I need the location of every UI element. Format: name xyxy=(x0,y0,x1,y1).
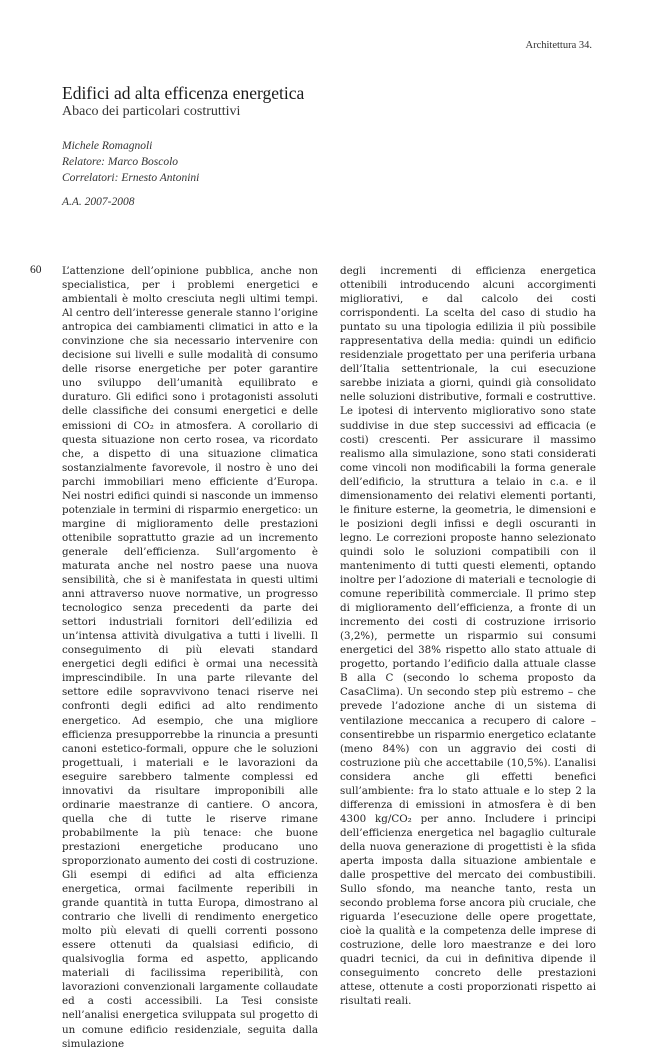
academic-year: A.A. 2007-2008 xyxy=(62,196,135,208)
supervisor-line: Relatore: Marco Boscolo xyxy=(62,156,179,168)
abstract-paragraph-part-1: L’attenzione dell’opinione pubblica, anche non specialistica, per i problemi energetici e ambientali è molto cresciuta negli ultimi tempi. Al centro dell’interesse generale stanno l’origine antropica dei cambiamenti climatici in atto e la convinzione che sia necessario intervenire con decisione sui livelli e sulle modalità di consumo delle risorse energetiche per poter garantire uno sviluppo dell’umanità equilibrato e duraturo. Gli edifici sono i protagonisti assoluti delle classifiche dei consumi energetici e delle emissioni di CO₂ in atmosfera. A corollario di questa situazione non certo rosea, va ricordato che, a dispetto di una situazione climatica sostanzialmente favorevole, il nostro è uno dei parchi immobiliari meno efficiente d’Europa. Nei nostri edifici quindi si nasconde un immenso potenziale in termini di risparmio energetico: un margine di miglioramento delle prestazioni ottenibile soprattutto grazie ad un incremento generale dell’efficienza. Sull’argomento è maturata anche nel nostro paese una nuova sensibilità, che si è manifestata in questi ultimi anni attraverso nuove normative, un progresso tecnologico senza precedenti da parte dei settori industriali fornitori dell’edilizia ed un’intensa attività divulgativa a tutti i livelli. Il conseguimento di più elevati standard energetici degli edifici è ormai una necessità imprescindibile. In una parte rilevante del settore edile sopravvivono tenaci riserve nei confronti degli edifici ad alto rendimento energetico. Ad esempio, che una migliore efficienza presupporrebbe la rinuncia a presunti canoni estetico-formali, oppure che le soluzioni progettuali, i materiali e le lavorazioni da eseguire sarebbero talmente complessi ed innovativi da risultare improponibili alle ordinarie maestranze di cantiere. O ancora, quella che di tutte le riserve rimane probabilmente la più tenace: che buone prestazioni energetiche producano uno sproporzionato aumento dei costi di costruzione. Gli esempi di edifici ad alta efficienza energetica, ormai facilmente reperibili in grande quantità in tutta Europa, dimostrano al contrario che livelli di rendimento energetico molto più elevati di quelli correnti possono essere ottenuti da qualsiasi edificio, di qualsivoglia forma ed aspetto, applicando materiali di facilissima reperibilità, con lavorazioni convenzionali largamente collaudate ed a costi accessibili. La Tesi consiste nell’analisi energetica sviluppata sul progetto di un comune edificio residenziale, seguita dalla simulazione xyxy=(62,265,318,1050)
abstract-paragraph-part-2: degli incrementi di efficienza energetica ottenibili introducendo alcuni accorgimenti migliorativi, e dal calcolo dei costi corrispondenti. La scelta del caso di studio ha puntato su una tipologia edilizia il più possibile rappresentativa della media: quindi un edificio residenziale progettato per una periferia urbana dell’Italia settentrionale, la cui esecuzione sarebbe iniziata a giorni, quindi già consolidato nelle soluzioni distributive, formali e costruttive. Le ipotesi di intervento migliorativo sono state suddivise in due step successivi ad efficacia (e costi) crescenti. Per assicurare il massimo realismo alla simulazione, sono stati considerati come vincoli non modificabili la forma generale dell’edificio, la struttura a telaio in c.a. e il dimensionamento dei relativi elementi portanti, le finiture esterne, la geometria, le dimensioni e le posizioni degli infissi e degli oscuranti in legno. Le correzioni proposte hanno selezionato quindi solo le soluzioni compatibili con il mantenimento di tutti questi elementi, optando inoltre per l’adozione di materiali e tecnologie di comune reperibilità commerciale. Il primo step di miglioramento dell’efficienza, a fronte di un incremento dei costi di costruzione irrisorio (3,2%), permette un risparmio sui consumi energetici del 38% rispetto allo stato attuale di progetto, portando l’edificio dalla attuale classe B alla C (secondo lo schema proposto da CasaClima). Un secondo step più estremo – che prevede l’adozione anche di un sistema di ventilazione meccanica a recupero di calore – consentirebbe un risparmio energetico eclatante (meno 84%) con un aggravio dei costi di costruzione più che accettabile (10,5%). L’analisi considera anche gli effetti benefici sull’ambiente: fra lo stato attuale e lo step 2 la differenza di emissioni in atmosfera è di ben 4300 kg/CO₂ per anno. Includere i principi dell’efficienza energetica nel bagaglio culturale della nuova generazione di progettisti è la sfida aperta imposta dalla situazione ambientale e dalle prospettive del mercato dei combustibili. Sullo sfondo, ma neanche tanto, resta un secondo problema forse ancora più cruciale, che riguarda l’esecuzione delle opere progettate, cioè la qualità e la competenza delle imprese di costruzione, delle loro maestranze e dei loro quadri tecnici, da cui in definitiva dipende il conseguimento concreto delle prestazioni attese, ottenute a costi proporzionati rispetto ai risultati reali. xyxy=(340,265,596,1008)
co-supervisor-line: Correlatori: Ernesto Antonini xyxy=(62,172,200,184)
thesis-title: Edifici ad alta efficenza energetica xyxy=(62,83,305,103)
author-name: Michele Romagnoli xyxy=(62,140,153,152)
body-column-left xyxy=(62,264,318,1051)
running-head: Architettura 34. xyxy=(525,40,592,51)
thesis-subtitle: Abaco dei particolari costruttivi xyxy=(62,104,241,119)
page-number: 60 xyxy=(30,264,42,276)
credits-block xyxy=(62,138,199,186)
body-column-right xyxy=(340,264,596,1008)
